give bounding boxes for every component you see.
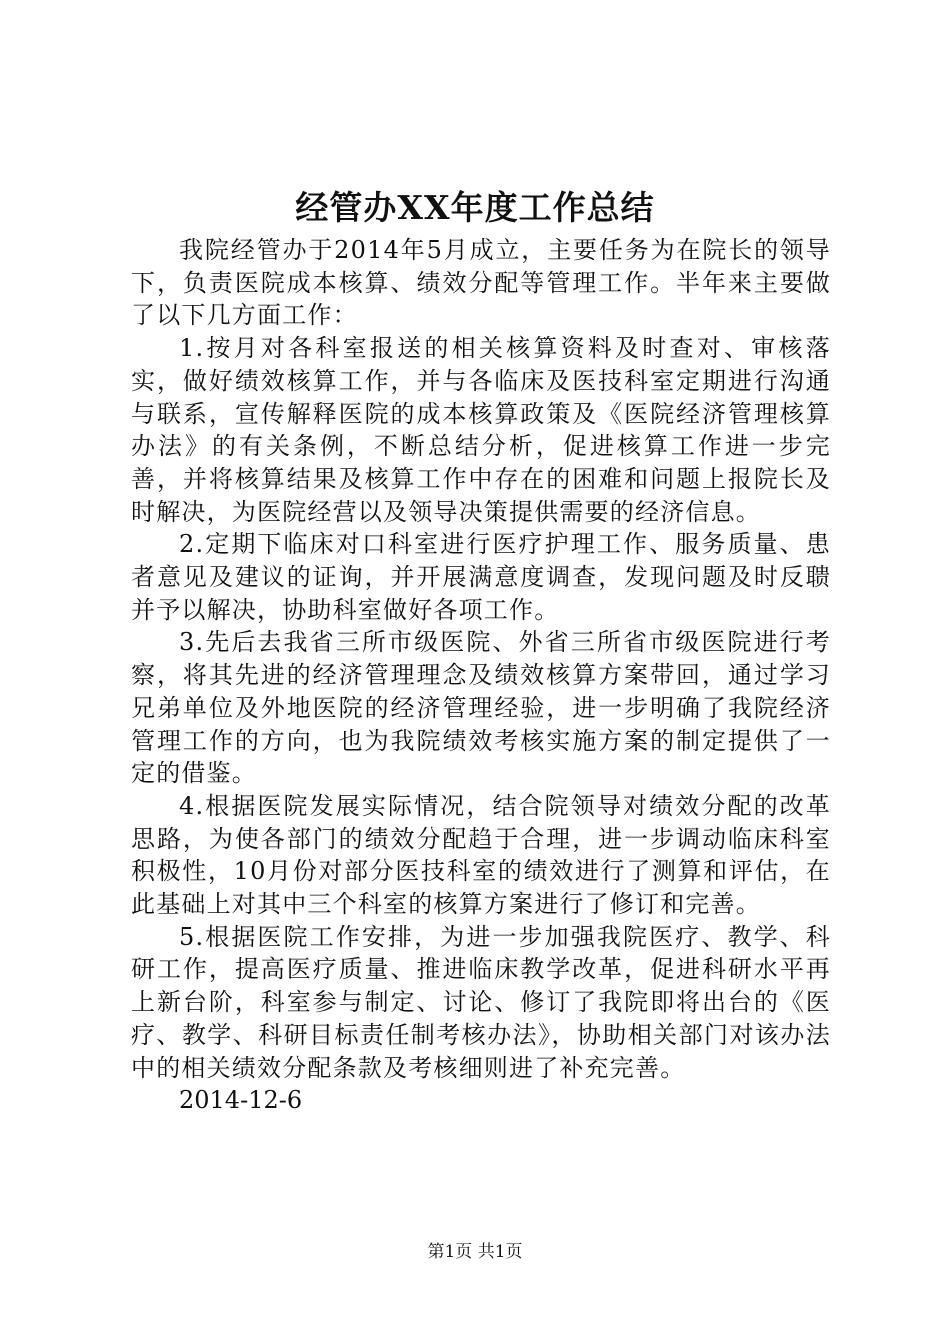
intro-paragraph: 我院经管办于2014年5月成立，主要任务为在院长的领导下，负责医院成本核算、绩效分配等管理工作。半年来主要做了以下几方面工作：	[131, 236, 831, 330]
document-date: 2014-12-6	[179, 1086, 303, 1115]
page-footer: 第1页 共1页	[427, 1242, 523, 1262]
work-item-4-paragraph: 4.根据医院发展实际情况，结合院领导对绩效分配的改革思路，为使各部门的绩效分配趋于合理，进一步调动临床科室积极性，10月份对部分医技科室的绩效进行了测算和评估，在此基础上对其中三个科室的核算方案进行了修订和完善。	[131, 791, 831, 919]
work-item-3-paragraph: 3.先后去我省三所市级医院、外省三所省市级医院进行考察，将其先进的经济管理理念及绩效核算方案带回，通过学习兄弟单位及外地医院的经济管理经验，进一步明确了我院经济管理工作的方向，也为我院绩效考核实施方案的制定提供了一定的借鉴。	[131, 628, 831, 788]
work-item-5-paragraph: 5.根据医院工作安排，为进一步加强我院医疗、教学、科研工作，提高医疗质量、推进临床教学改革，促进科研水平再上新台阶，科室参与制定、讨论、修订了我院即将出台的《医疗、教学、科研目标责任制考核办法》，协助相关部门对该办法中的相关绩效分配条款及考核细则进了补充完善。	[131, 922, 831, 1082]
work-item-1-paragraph: 1.按月对各科室报送的相关核算资料及时查对、审核落实，做好绩效核算工作，并与各临床及医技科室定期进行沟通与联系，宣传解释医院的成本核算政策及《医院经济管理核算办法》的有关条例，不断总结分析，促进核算工作进一步完善，并将核算结果及核算工作中存在的困难和问题上报院长及时解决，为医院经营以及领导决策提供需要的经济信息。	[131, 334, 831, 526]
document-body	[131, 234, 831, 1117]
document-title: 经管办XX年度工作总结	[295, 188, 655, 227]
work-item-2-paragraph: 2.定期下临床对口科室进行医疗护理工作、服务质量、患者意见及建议的证询，并开展满意度调查，发现问题及时反聩并予以解决，协助科室做好各项工作。	[131, 530, 831, 624]
